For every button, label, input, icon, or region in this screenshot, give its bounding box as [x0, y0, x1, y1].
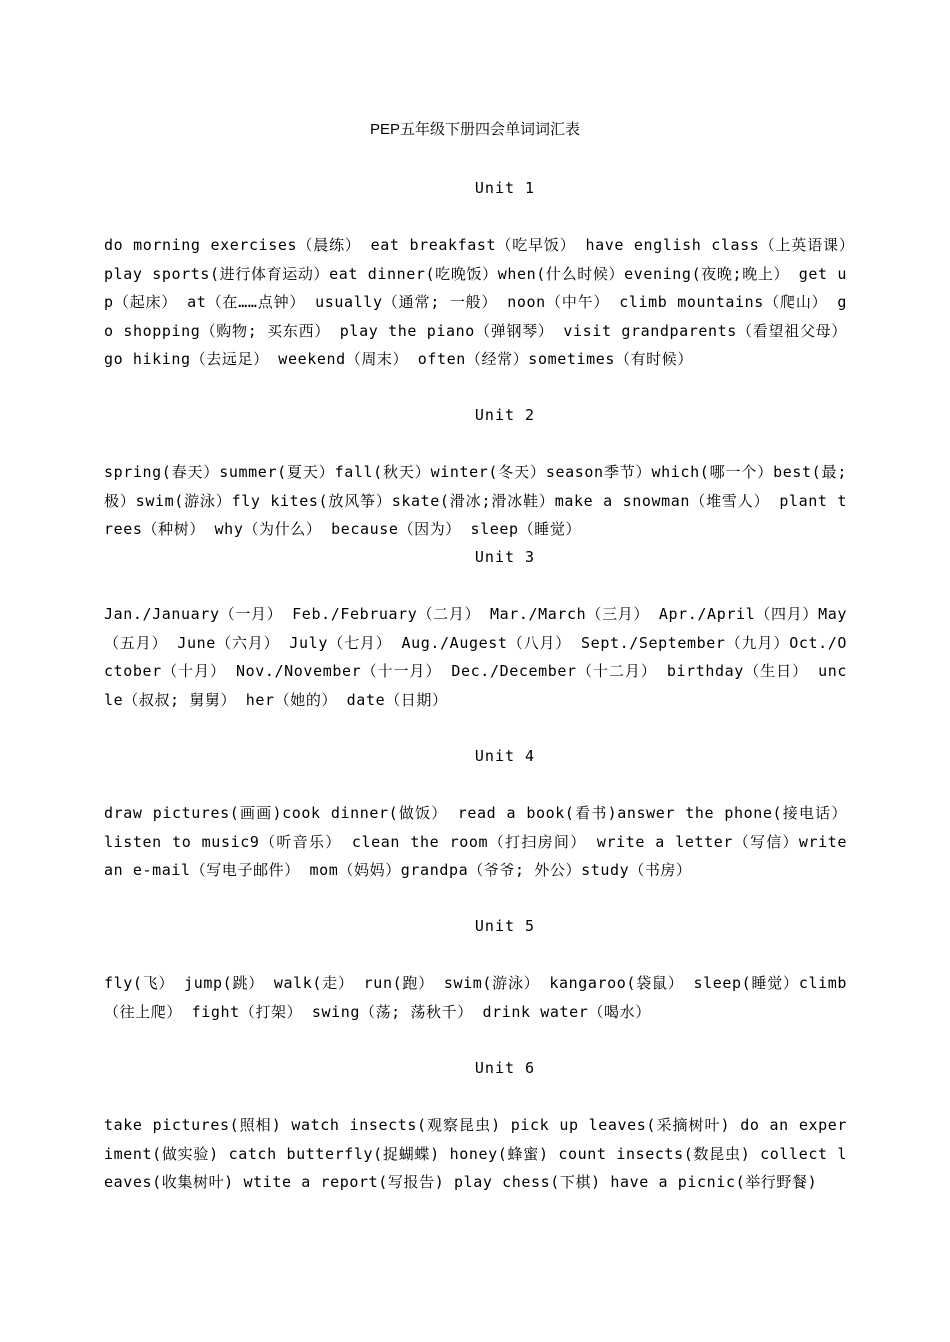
document-title: PEP五年级下册四会单词词汇表 — [369, 121, 581, 138]
unit-6-heading: Unit 6 — [474, 1059, 536, 1077]
unit-3-vocabulary: Jan./January（一月） Feb./February（二月） Mar./March（三月） Apr./April（四月）May（五月） June（六月） July（七月） Aug./Augest（八月） Sept./September（九月）Oct./October（十月） Nov./November（十一月） Dec./December（十二月） birthday（生日） uncle（叔叔; 舅舅） her（她的） date（日期） — [104, 605, 847, 709]
unit-2-heading: Unit 2 — [474, 406, 536, 424]
unit-4-heading: Unit 4 — [474, 747, 536, 765]
unit-2-vocabulary: spring(春天）summer(夏天）fall(秋天）winter(冬天）season季节）which(哪一个）best(最;极）swim(游泳）fly kites(放风筝）skate(滑冰;滑冰鞋）make a snowman（堆雪人） plant trees（种树） why（为什么） because（因为） sleep（睡觉） — [104, 463, 847, 538]
unit-1-heading: Unit 1 — [474, 179, 536, 197]
unit-4-vocabulary: draw pictures(画画)cook dinner(做饭） read a book(看书)answer the phone(接电话） listen to music9（听音乐） clean the room（打扫房间） write a letter（写信）write an e-mail（写电子邮件） mom（妈妈）grandpa（爷爷; 外公）study（书房） — [104, 804, 847, 879]
unit-1-vocabulary: do morning exercises（晨练） eat breakfast（吃早饭） have english class（上英语课）play sports(进行体育运动）eat dinner(吃晚饭）when(什么时候）evening(夜晚;晚上） get up（起床） at（在……点钟） usually（通常; 一般） noon（中午） climb mountains（爬山） go shopping（购物; 买东西） play the piano（弹钢琴） visit grandparents（看望祖父母） go hiking（去远足） weekend（周末） often（经常）sometimes（有时候） — [104, 236, 847, 368]
unit-5-heading: Unit 5 — [474, 917, 536, 935]
unit-6-vocabulary: take pictures(照相) watch insects(观察昆虫) pick up leaves(采摘树叶) do an experiment(做实验) catch butterfly(捉蝴蝶) honey(蜂蜜) count insects(数昆虫) collect leaves(收集树叶) wtite a report(写报告) play chess(下棋) have a picnic(举行野餐) — [104, 1116, 847, 1191]
unit-3-heading: Unit 3 — [474, 548, 536, 566]
unit-5-vocabulary: fly(飞） jump(跳） walk(走） run(跑） swim(游泳） kangaroo(袋鼠） sleep(睡觉）climb（往上爬） fight（打架） swing（荡; 荡秋千） drink water（喝水） — [104, 974, 847, 1021]
